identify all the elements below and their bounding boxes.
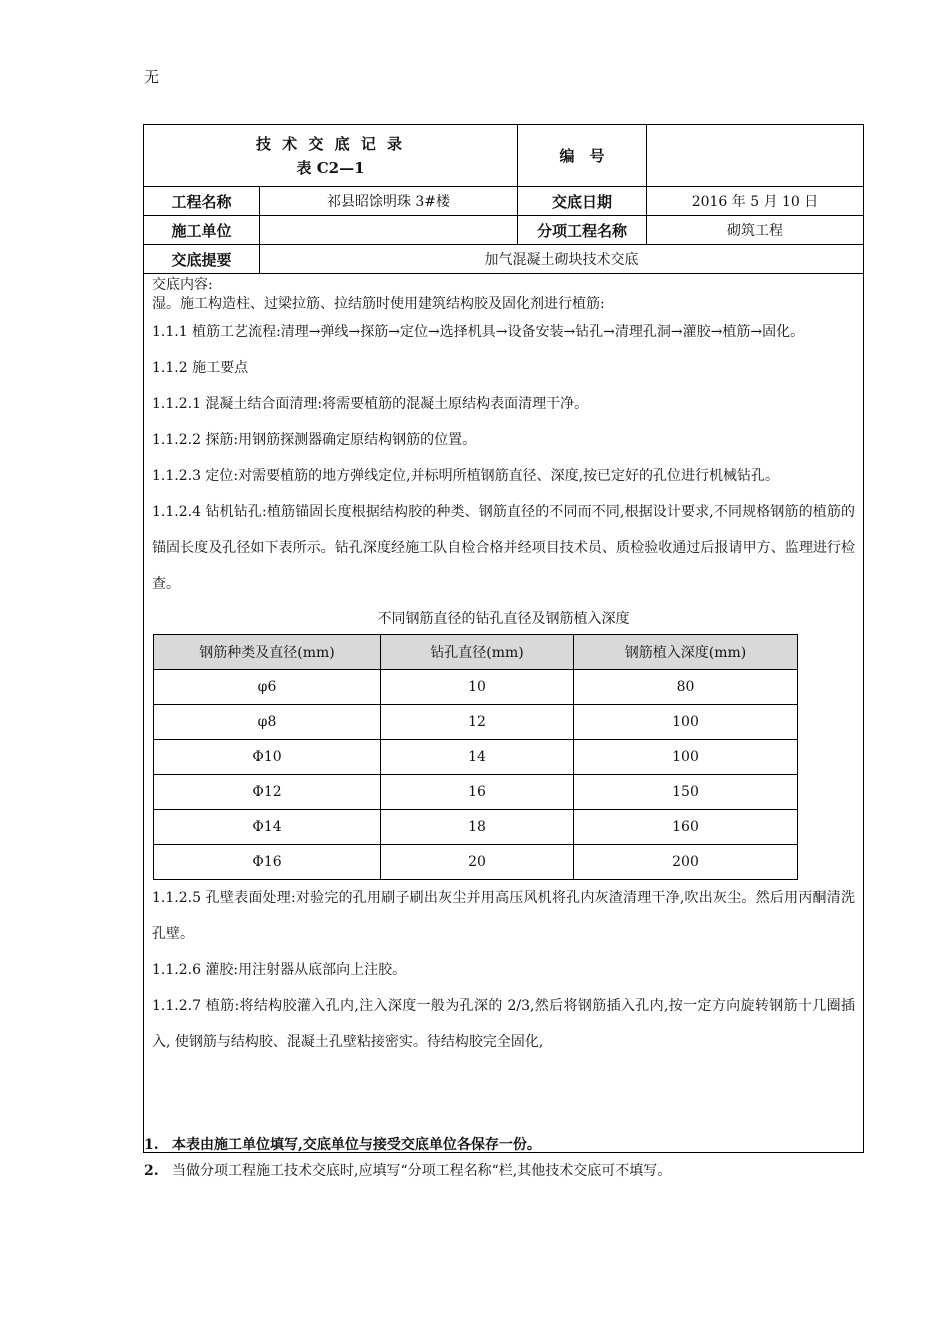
para-1-1-2-7: 1.1.2.7 植筋:将结构胶灌入孔内,注入深度一般为孔深的 2/3,然后将钢筋插入孔内,按一定方向旋转钢筋十几圈插入, 使钢筋与结构胶、混凝土孔壁粘接密实。待结构胶完全固化, (152, 998, 855, 1050)
footnote-text: 本表由施工单位填写,交底单位与接受交底单位各保存一份。 (172, 1137, 541, 1153)
subitem-label: 分项工程名称 (518, 216, 647, 244)
table-header-cell: 钢筋植入深度(mm) (574, 635, 798, 670)
para-1-1-2-3: 1.1.2.3 定位:对需要植筋的地方弹线定位,并标明所植钢筋直径、深度,按已定好的孔位进行机械钻孔。 (152, 468, 780, 484)
date-label: 交底日期 (518, 187, 647, 215)
disclosure-content (144, 274, 863, 1152)
table-cell: 100 (574, 705, 798, 740)
table-cell: Φ12 (154, 775, 381, 810)
table-cell: 12 (381, 705, 574, 740)
table-cell: Φ16 (154, 845, 381, 880)
summary-row (144, 245, 863, 274)
form-header (144, 125, 863, 187)
footnote-2 (144, 1158, 671, 1184)
table-cell: 14 (381, 740, 574, 775)
number-value (647, 125, 863, 186)
table-cell: 80 (574, 670, 798, 705)
table-cell: 16 (381, 775, 574, 810)
para-1-1-2-2: 1.1.2.2 探筋:用钢筋探测器确定原结构钢筋的位置。 (152, 432, 477, 448)
table-header-cell: 钻孔直径(mm) (381, 635, 574, 670)
form-title-line1: 技 术 交 底 记 录 (255, 134, 406, 153)
table-row (154, 810, 798, 845)
table-cell: 200 (574, 845, 798, 880)
project-row (144, 187, 863, 216)
table-header-cell: 钢筋种类及直径(mm) (154, 635, 381, 670)
table-cell: φ6 (154, 670, 381, 705)
footnote-1 (144, 1132, 671, 1158)
content-intro: 交底内容: (152, 277, 213, 293)
number-label: 编 号 (518, 125, 647, 186)
table-cell: 160 (574, 810, 798, 845)
footnote-number: 1. (144, 1137, 159, 1153)
form-title (144, 125, 518, 186)
unit-value (260, 216, 518, 244)
table-row (154, 775, 798, 810)
table-cell: φ8 (154, 705, 381, 740)
table-cell: Φ10 (154, 740, 381, 775)
table-caption: 不同钢筋直径的钻孔直径及钢筋植入深度 (377, 611, 630, 627)
table-row (154, 705, 798, 740)
rebar-table (153, 634, 798, 880)
para-1-1-2-6: 1.1.2.6 灌胶:用注射器从底部向上注胶。 (152, 962, 407, 978)
subitem-value: 砌筑工程 (727, 223, 783, 239)
table-row (154, 740, 798, 775)
para-1-1-2-1: 1.1.2.1 混凝土结合面清理:将需要植筋的混凝土原结构表面清理干净。 (152, 396, 589, 412)
para-1-1-1: 1.1.1 植筋工艺流程:清理→弹线→探筋→定位→选择机具→设备安装→钻孔→清理孔洞→灌胶→植筋→固化。 (152, 324, 805, 340)
table-row (154, 845, 798, 880)
disclosure-form (143, 124, 864, 1153)
project-label: 工程名称 (144, 187, 260, 215)
footnotes (144, 1132, 671, 1184)
unit-row (144, 216, 863, 245)
table-cell: 18 (381, 810, 574, 845)
footnote-text: 当做分项工程施工技术交底时,应填写“分项工程名称“栏,其他技术交底可不填写。 (172, 1163, 672, 1179)
para-1-1-2: 1.1.2 施工要点 (152, 360, 249, 376)
para-1-1-2-5: 1.1.2.5 孔壁表面处理:对验完的孔用刷子刷出灰尘并用高压风机将孔内灰渣清理干净,吹出灰尘。然后用丙酮清洗孔壁。 (152, 890, 855, 942)
table-row (154, 670, 798, 705)
form-title-line2: 表 C2—1 (296, 158, 365, 177)
para-1-1-2-4: 1.1.2.4 钻机钻孔:植筋锚固长度根据结构胶的种类、钢筋直径的不同而不同,根据设计要求,不同规格钢筋的植筋的锚固长度及孔径如下表所示。钻孔深度经施工队自检合格并经项目技术员、质检验收通过后报请甲方、监理进行检查。 (152, 504, 855, 592)
table-cell: 10 (381, 670, 574, 705)
content-line-wet: 湿。施工构造柱、过梁拉筋、拉结筋时使用建筑结构胶及固化剂进行植筋: (152, 296, 605, 312)
table-cell: 20 (381, 845, 574, 880)
summary-label: 交底提要 (144, 245, 260, 273)
table-cell: Φ14 (154, 810, 381, 845)
summary-value: 加气混凝土砌块技术交底 (484, 252, 639, 268)
project-value: 祁县昭馀明珠 3#楼 (260, 187, 518, 215)
footnote-number: 2. (144, 1163, 159, 1179)
date-value: 2016 年 5 月 10 日 (691, 194, 819, 210)
unit-label: 施工单位 (144, 216, 260, 244)
table-cell: 100 (574, 740, 798, 775)
table-header-row (154, 635, 798, 670)
corner-mark: 无 (144, 68, 160, 86)
table-cell: 150 (574, 775, 798, 810)
